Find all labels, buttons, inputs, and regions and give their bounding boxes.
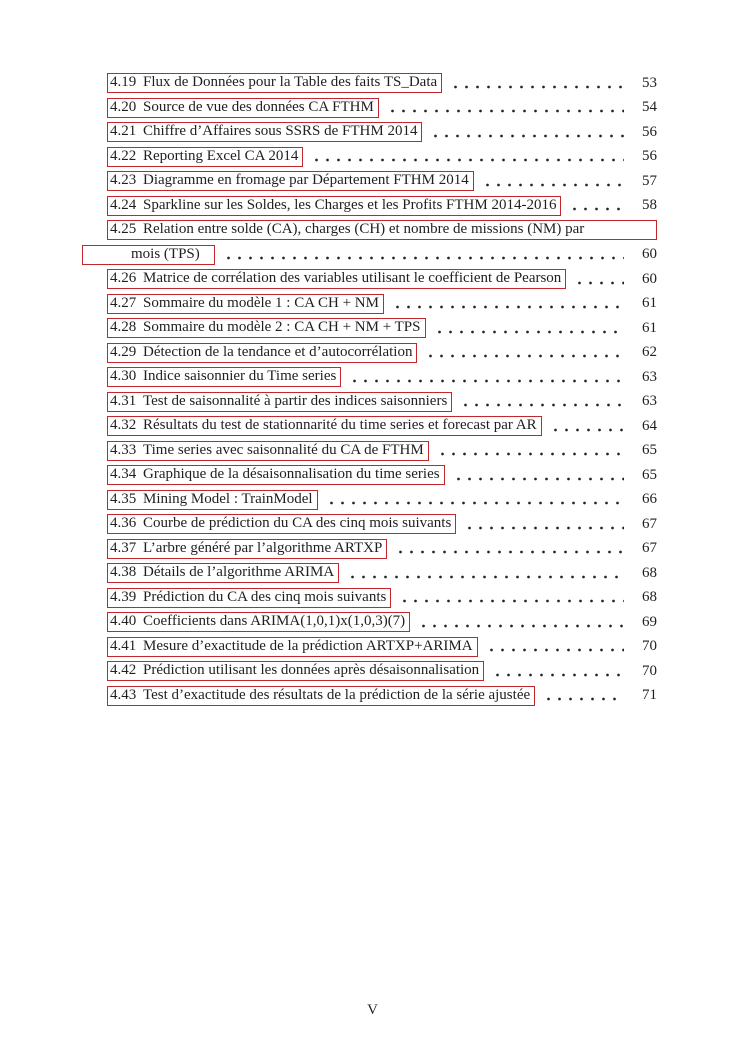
lof-entry xyxy=(107,316,657,341)
figure-link[interactable] xyxy=(107,441,429,461)
lof-entry xyxy=(107,169,657,194)
dot-leader xyxy=(486,648,624,652)
figure-number: 4.24 xyxy=(110,196,137,213)
lof-entry xyxy=(107,71,657,96)
figure-link[interactable] xyxy=(107,637,478,657)
figure-title: Graphique de la désaisonnalisation du time series xyxy=(143,466,440,483)
figure-page-number: 56 xyxy=(642,148,657,165)
dot-leader xyxy=(223,256,624,260)
figure-page-number: 70 xyxy=(642,662,657,679)
figure-link[interactable] xyxy=(107,612,410,632)
figure-page-number: 70 xyxy=(642,638,657,655)
figure-link[interactable] xyxy=(107,196,561,216)
figure-title: Coefficients dans ARIMA(1,0,1)x(1,0,3)(7) xyxy=(143,613,406,630)
figure-number: 4.23 xyxy=(110,172,137,189)
figure-number: 4.22 xyxy=(110,147,137,164)
lof-entry xyxy=(107,218,657,243)
dot-leader xyxy=(460,403,624,407)
lof-entry xyxy=(107,414,657,439)
lof-entry xyxy=(107,488,657,513)
figure-page-number: 65 xyxy=(642,442,657,459)
figure-page-number: 58 xyxy=(642,197,657,214)
figure-title: Source de vue des données CA FTHM xyxy=(143,98,374,115)
lof-entry xyxy=(107,96,657,121)
dot-leader xyxy=(326,501,624,505)
figure-page-number: 71 xyxy=(642,687,657,704)
dot-leader xyxy=(387,109,624,113)
figure-link[interactable] xyxy=(107,661,484,681)
figure-link[interactable] xyxy=(107,220,657,240)
dot-leader xyxy=(569,207,624,211)
figure-link[interactable] xyxy=(107,563,339,583)
figure-link[interactable] xyxy=(107,318,426,338)
dot-leader xyxy=(453,477,624,481)
lof-entry xyxy=(82,243,657,268)
figure-title: Courbe de prédiction du CA des cinq mois suivants xyxy=(143,515,452,532)
figure-number: 4.26 xyxy=(110,270,137,287)
figure-number: 4.20 xyxy=(110,98,137,115)
figure-link[interactable] xyxy=(107,465,445,485)
figure-title: Résultats du test de stationnarité du time series et forecast par AR xyxy=(143,417,537,434)
figure-number: 4.35 xyxy=(110,490,137,507)
figure-title: Indice saisonnier du Time series xyxy=(143,368,337,385)
lof-entry xyxy=(107,390,657,415)
figure-title: Test d’exactitude des résultats de la prédiction de la série ajustée xyxy=(143,686,531,703)
dot-leader xyxy=(349,379,624,383)
lof-entry xyxy=(107,267,657,292)
figure-title: Flux de Données pour la Table des faits TS_Data xyxy=(143,74,438,91)
figure-page-number: 61 xyxy=(642,319,657,336)
figure-title: Test de saisonnalité à partir des indices saisonniers xyxy=(143,392,448,409)
figure-page-number: 60 xyxy=(642,246,657,263)
lof-entry xyxy=(107,292,657,317)
figure-title: Prédiction du CA des cinq mois suivants xyxy=(143,588,387,605)
dot-leader xyxy=(430,134,624,138)
figure-number: 4.36 xyxy=(110,515,137,532)
lof-entry xyxy=(107,145,657,170)
figure-page-number: 68 xyxy=(642,564,657,581)
lof-entry xyxy=(107,512,657,537)
dot-leader xyxy=(399,599,624,603)
dot-leader xyxy=(550,428,624,432)
dot-leader xyxy=(464,526,624,530)
lof-entry xyxy=(107,561,657,586)
figure-number: 4.25 xyxy=(110,221,137,238)
figure-title: Détection de la tendance et d’autocorrélation xyxy=(143,343,413,360)
figure-link[interactable] xyxy=(107,294,384,314)
figure-title: Sommaire du modèle 1 : CA CH + NM xyxy=(143,294,379,311)
dot-leader xyxy=(392,305,624,309)
dot-leader xyxy=(437,452,624,456)
figure-number: 4.40 xyxy=(110,613,137,630)
dot-leader xyxy=(543,697,624,701)
figure-title: Matrice de corrélation des variables utilisant le coefficient de Pearson xyxy=(143,270,562,287)
lof-entry xyxy=(107,463,657,488)
figure-page-number: 67 xyxy=(642,540,657,557)
figure-title: Détails de l’algorithme ARIMA xyxy=(143,564,335,581)
figure-page-number: 65 xyxy=(642,466,657,483)
figure-page-number: 67 xyxy=(642,515,657,532)
lof-entry xyxy=(107,365,657,390)
figure-title: Prédiction utilisant les données après désaisonnalisation xyxy=(143,662,480,679)
figure-link[interactable] xyxy=(107,171,474,191)
figure-number: 4.30 xyxy=(110,368,137,385)
figure-title: Diagramme en fromage par Département FTHM 2014 xyxy=(143,172,469,189)
figure-link[interactable] xyxy=(107,392,452,412)
figure-title: Sparkline sur les Soldes, les Charges et les Profits FTHM 2014-2016 xyxy=(143,196,557,213)
lof-entry xyxy=(107,635,657,660)
figure-title: L’arbre généré par l’algorithme ARTXP xyxy=(143,539,383,556)
figure-title: Sommaire du modèle 2 : CA CH + NM + TPS xyxy=(143,319,421,336)
figure-link[interactable] xyxy=(107,98,379,118)
figure-title: Chiffre d’Affaires sous SSRS de FTHM 2014 xyxy=(143,123,418,140)
figure-link[interactable] xyxy=(107,514,456,534)
figure-link[interactable] xyxy=(107,588,391,608)
dot-leader xyxy=(482,183,624,187)
figure-number: 4.32 xyxy=(110,417,137,434)
dot-leader xyxy=(574,281,624,285)
figure-title: Reporting Excel CA 2014 xyxy=(143,147,299,164)
figure-link[interactable] xyxy=(107,122,422,142)
lof-entry xyxy=(107,684,657,709)
figure-number: 4.28 xyxy=(110,319,137,336)
figure-page-number: 64 xyxy=(642,417,657,434)
figure-number: 4.39 xyxy=(110,588,137,605)
figure-title: Mesure d’exactitude de la prédiction ARTXP+ARIMA xyxy=(143,637,473,654)
dot-leader xyxy=(434,330,625,334)
dot-leader xyxy=(418,624,624,628)
figure-number: 4.42 xyxy=(110,662,137,679)
figure-number: 4.37 xyxy=(110,539,137,556)
dot-leader xyxy=(347,575,624,579)
lof-entry xyxy=(107,610,657,635)
lof-entry xyxy=(107,341,657,366)
lof-entry xyxy=(107,120,657,145)
figure-page-number: 53 xyxy=(642,74,657,91)
list-of-figures xyxy=(107,71,657,708)
figure-title: Time series avec saisonnalité du CA de FTHM xyxy=(143,441,424,458)
figure-number: 4.29 xyxy=(110,343,137,360)
figure-number: 4.43 xyxy=(110,686,137,703)
figure-page-number: 61 xyxy=(642,295,657,312)
figure-link[interactable] xyxy=(107,686,535,706)
figure-number: 4.27 xyxy=(110,294,137,311)
figure-link[interactable] xyxy=(107,490,318,510)
figure-page-number: 63 xyxy=(642,368,657,385)
figure-number: 4.31 xyxy=(110,392,137,409)
figure-number: 4.33 xyxy=(110,441,137,458)
figure-link[interactable] xyxy=(107,539,387,559)
figure-link[interactable] xyxy=(107,343,417,363)
figure-link[interactable] xyxy=(82,245,215,265)
figure-page-number: 60 xyxy=(642,270,657,287)
lof-entry xyxy=(107,537,657,562)
figure-page-number: 57 xyxy=(642,172,657,189)
lof-entry xyxy=(107,659,657,684)
figure-number: 4.38 xyxy=(110,564,137,581)
figure-page-number: 63 xyxy=(642,393,657,410)
page-number: V xyxy=(367,1002,378,1018)
figure-number: 4.21 xyxy=(110,123,137,140)
figure-page-number: 62 xyxy=(642,344,657,361)
figure-title: Mining Model : TrainModel xyxy=(143,490,313,507)
figure-title: mois (TPS) xyxy=(131,245,200,262)
figure-link[interactable] xyxy=(107,73,442,93)
dot-leader xyxy=(311,158,624,162)
figure-number: 4.34 xyxy=(110,466,137,483)
figure-number: 4.41 xyxy=(110,637,137,654)
figure-link[interactable] xyxy=(107,416,542,436)
figure-page-number: 66 xyxy=(642,491,657,508)
figure-link[interactable] xyxy=(107,269,566,289)
figure-link[interactable] xyxy=(107,147,303,167)
figure-link[interactable] xyxy=(107,367,341,387)
figure-page-number: 56 xyxy=(642,123,657,140)
figure-page-number: 69 xyxy=(642,613,657,630)
lof-entry xyxy=(107,194,657,219)
dot-leader xyxy=(492,673,624,677)
lof-entry xyxy=(107,586,657,611)
dot-leader xyxy=(395,550,624,554)
figure-page-number: 68 xyxy=(642,589,657,606)
dot-leader xyxy=(450,85,624,89)
figure-page-number: 54 xyxy=(642,99,657,116)
lof-entry xyxy=(107,439,657,464)
figure-title: Relation entre solde (CA), charges (CH) et nombre de missions (NM) par xyxy=(143,221,585,238)
dot-leader xyxy=(425,354,624,358)
figure-number: 4.19 xyxy=(110,74,137,91)
